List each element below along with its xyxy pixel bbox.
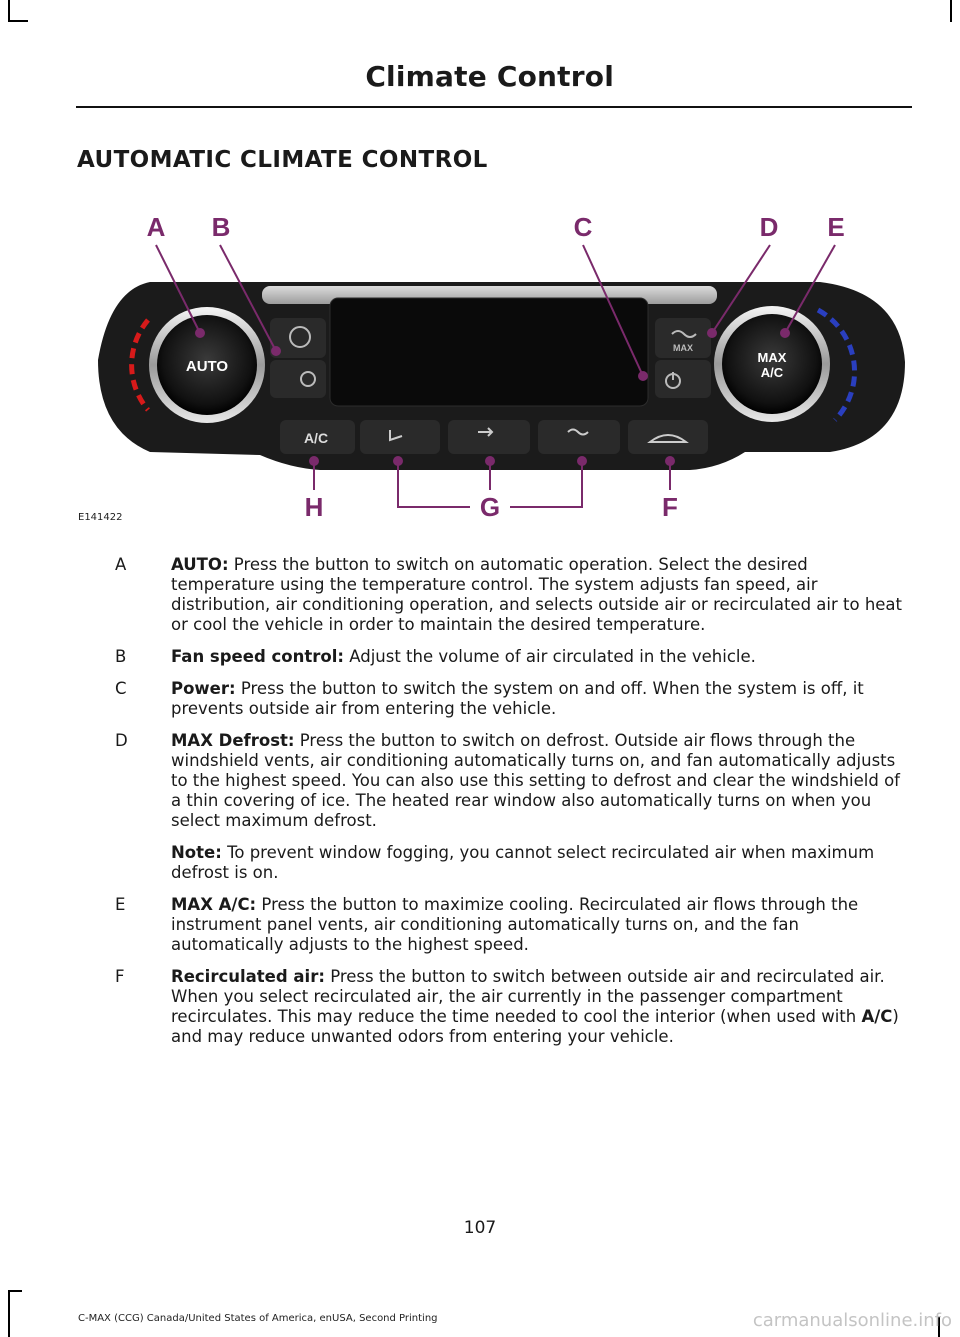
- section-heading: AUTOMATIC CLIMATE CONTROL: [77, 147, 488, 173]
- definition-term: Power:: [171, 679, 236, 698]
- definition-d: [115, 731, 905, 831]
- crop-mark: [8, 0, 10, 22]
- callout-dot-f: [666, 457, 674, 465]
- definition-text: Adjust the volume of air circulated in the vehicle.: [343, 647, 756, 666]
- definition-letter: D: [115, 731, 128, 750]
- page-number: 107: [463, 1218, 497, 1238]
- climate-control-figure: [0, 200, 960, 530]
- definition-list: [115, 555, 905, 1059]
- max-defrost-label: MAX: [673, 343, 693, 353]
- note-term: Note:: [171, 843, 222, 862]
- max-ac-label-top: MAX: [757, 350, 787, 365]
- callout-dot-c: [639, 372, 647, 380]
- ac-label: A/C: [303, 430, 329, 446]
- callout-label-g: G: [479, 492, 501, 522]
- definition-letter: B: [115, 647, 127, 666]
- defrost-power-buttons: [655, 318, 711, 398]
- definition-text: Press the button to switch the system on and off. When the system is off, it prevents outside air from entering the vehicle.: [171, 679, 864, 718]
- auto-label: AUTO: [185, 358, 229, 375]
- definition-letter: C: [115, 679, 127, 698]
- crop-mark: [8, 20, 28, 22]
- definition-text: Press the button to switch on automatic operation. Select the desired temperature using the temperature control. The system adjusts fan speed, air distribution, air conditioning operation, and selects outside air or recirculated air to heat or cool the vehicle in order to maintain the desired temperature.: [171, 555, 903, 634]
- crop-mark: [8, 1290, 22, 1292]
- display-screen: [330, 298, 648, 406]
- figure-code: E141422: [78, 512, 123, 523]
- definition-term: Fan speed control:: [171, 647, 344, 666]
- callout-dot-b: [272, 347, 280, 355]
- note-text: To prevent window fogging, you cannot select recirculated air when maximum defrost is on.: [171, 843, 875, 882]
- page-title: Climate Control: [365, 60, 614, 93]
- fan-speed-buttons: [270, 318, 326, 398]
- definition-a: [115, 555, 905, 635]
- definition-term: MAX Defrost:: [171, 731, 295, 750]
- callout-dot-d: [708, 329, 716, 337]
- callout-label-f: F: [662, 492, 678, 522]
- callout-label-c: C: [573, 212, 593, 242]
- bottom-button-row: [280, 420, 708, 454]
- definition-letter: F: [115, 967, 125, 986]
- definition-term: AUTO:: [171, 555, 229, 574]
- callout-dot-h: [310, 457, 318, 465]
- crop-mark: [8, 1290, 10, 1337]
- callout-dot-e: [781, 329, 789, 337]
- callout-label-e: E: [827, 212, 845, 242]
- callout-label-d: D: [759, 212, 779, 242]
- callout-label-h: H: [304, 492, 324, 522]
- definition-term: MAX A/C:: [171, 895, 257, 914]
- definition-f: [115, 967, 905, 1047]
- definition-text: Press the button to maximize cooling. Recirculated air flows through the instrument panel vents, air conditioning automatically turns on, and the fan automatically adjusts to the highest speed.: [171, 895, 859, 954]
- footer-text: C-MAX (CCG) Canada/United States of America, enUSA, Second Printing: [78, 1313, 438, 1324]
- callout-dot-a: [196, 329, 204, 337]
- definition-letter: E: [115, 895, 126, 914]
- callout-label-b: B: [211, 212, 231, 242]
- definition-letter: A: [115, 555, 127, 574]
- definition-c: [115, 679, 905, 719]
- definition-text: Press the button to switch between outside air and recirculated air. When you select recirculated air, the air currently in the passenger compartment recirculates. This may reduce the time needed to cool the interior (when used with: [171, 967, 885, 1026]
- definition-term: Recirculated air:: [171, 967, 325, 986]
- watermark: carmanualsonline.info: [752, 1310, 952, 1331]
- header-divider: [76, 106, 912, 108]
- definition-e: [115, 895, 905, 955]
- note: [115, 843, 905, 883]
- max-ac-label-bottom: A/C: [760, 365, 784, 380]
- crop-mark: [950, 0, 952, 22]
- definition-b: [115, 647, 905, 667]
- inline-term: A/C: [861, 1007, 893, 1026]
- definition-text: Press the button to switch on defrost. Outside air flows through the windshield vents, air conditioning automatically turns on, and fan automatically adjusts to the highest speed. You can also use this setting to defrost and clear the windshield of a thin covering of ice. The heated rear window also automatically turns on when you select maximum defrost.: [171, 731, 900, 830]
- callout-label-a: A: [146, 212, 166, 242]
- definition-text: ) and may reduce unwanted odors from entering your vehicle.: [171, 1007, 899, 1046]
